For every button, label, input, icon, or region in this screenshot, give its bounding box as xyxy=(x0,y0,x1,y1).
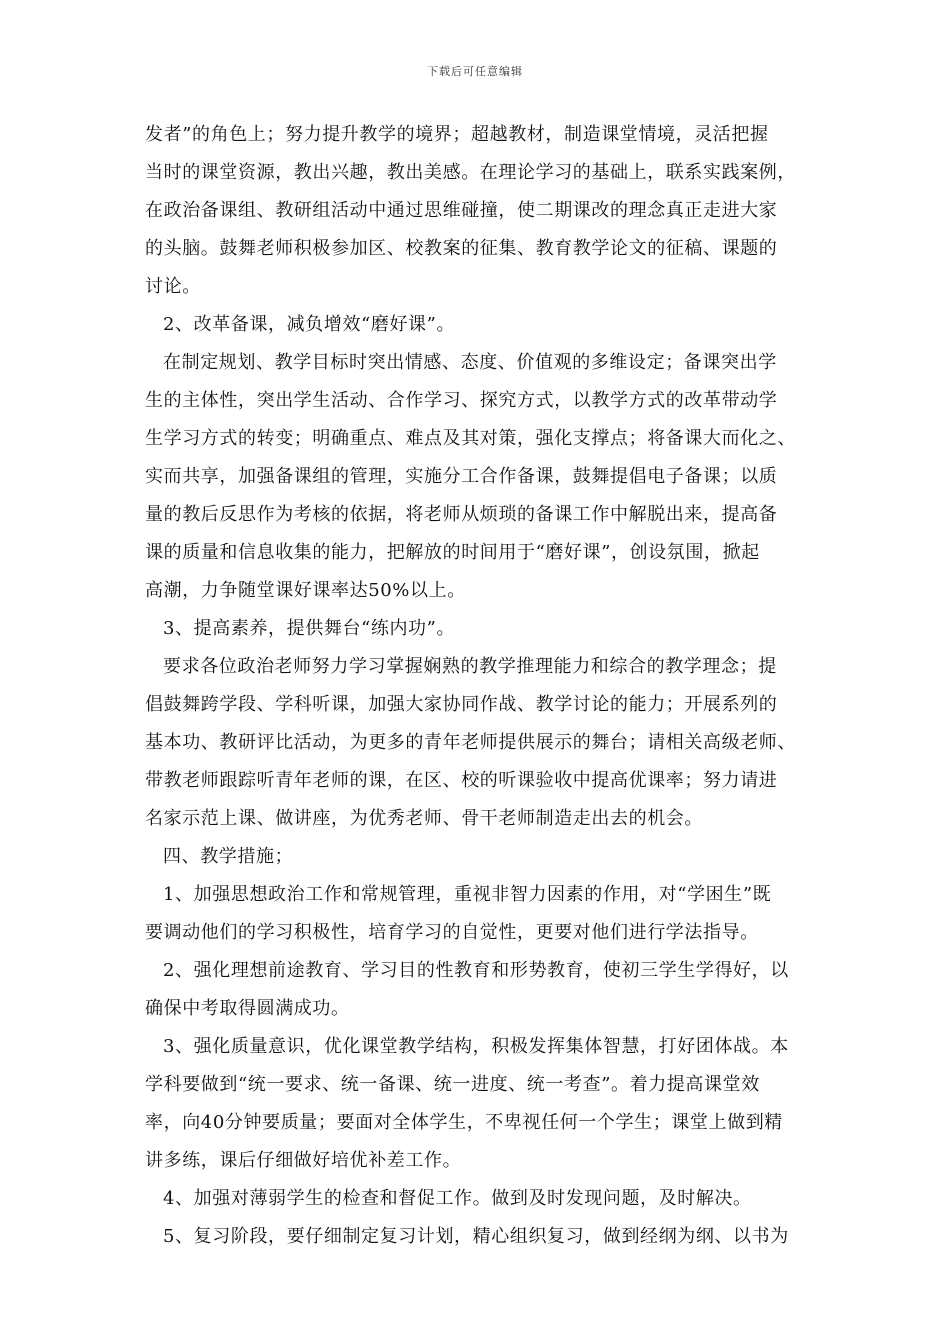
paragraph-lesson-prep xyxy=(145,344,825,610)
text-line: 量的教后反思作为考核的依据，将老师从烦琐的备课工作中解脱出来，提高备 xyxy=(145,504,778,525)
text-line: 率，向40分钟要质量；要面对全体学生，不卑视任何一个学生；课堂上做到精 xyxy=(145,1112,783,1133)
document-body xyxy=(145,116,825,1256)
text-line: 课的质量和信息收集的能力，把解放的时间用于“磨好课”，创设氛围，掀起 xyxy=(145,542,760,563)
text-line: 5、复习阶段，要仔细制定复习计划，精心组织复习，做到经纲为纲、以书为 xyxy=(163,1226,789,1247)
text-line: 在制定规划、教学目标时突出情感、态度、价值观的多维设定；备课突出学 xyxy=(163,352,777,373)
text-line: 确保中考取得圆满成功。 xyxy=(145,998,350,1019)
text-line: 倡鼓舞跨学段、学科听课，加强大家协同作战、教学讨论的能力；开展系列的 xyxy=(145,694,778,715)
text-line: 生学习方式的转变；明确重点、难点及其对策，强化支撑点；将备课大而化之、 xyxy=(145,428,796,449)
text-line: 讨论。 xyxy=(145,276,201,297)
paragraph-measure-5 xyxy=(145,1218,825,1256)
text-line: 2、强化理想前途教育、学习目的性教育和形势教育，使初三学生学得好，以 xyxy=(163,960,789,981)
text-line: 的头脑。鼓舞老师积极参加区、校教案的征集、教育教学论文的征稿、课题的 xyxy=(145,238,778,259)
text-line: 讲多练，课后仔细做好培优补差工作。 xyxy=(145,1150,462,1171)
paragraph-measure-3 xyxy=(145,1028,825,1180)
text-line: 要调动他们的学习积极性，培育学习的自觉性，更要对他们进行学法指导。 xyxy=(145,922,759,943)
section-heading: 3、提高素养，提供舞台“练内功”。 xyxy=(163,618,456,639)
paragraph-measure-1 xyxy=(145,876,825,952)
text-line: 高潮，力争随堂课好课率达50%以上。 xyxy=(145,580,466,601)
text-line: 3、强化质量意识，优化课堂教学结构，积极发挥集体智慧，打好团体战。本 xyxy=(163,1036,789,1057)
text-line: 生的主体性，突出学生活动、合作学习、探究方式，以教学方式的改革带动学 xyxy=(145,390,778,411)
page-header: 下载后可任意编辑 xyxy=(427,65,523,78)
paragraph-measure-4 xyxy=(145,1180,825,1218)
text-line: 发者”的角色上；努力提升教学的境界；超越教材，制造课堂情境，灵活把握 xyxy=(145,124,769,145)
heading-teaching-measures xyxy=(145,838,825,876)
text-line: 在政治备课组、教研组活动中通过思维碰撞，使二期课改的理念真正走进大家 xyxy=(145,200,778,221)
heading-reform-lesson-prep xyxy=(145,306,825,344)
text-line: 学科要做到“统一要求、统一备课、统一进度、统一考查”。着力提高课堂效 xyxy=(145,1074,760,1095)
paragraph-improve-quality xyxy=(145,648,825,838)
section-heading: 四、教学措施； xyxy=(163,846,294,867)
section-heading: 2、改革备课，减负增效“磨好课”。 xyxy=(163,314,456,335)
text-line: 4、加强对薄弱学生的检查和督促工作。做到及时发现问题，及时解决。 xyxy=(163,1188,752,1209)
text-line: 带教老师跟踪听青年老师的课，在区、校的听课验收中提高优课率；努力请进 xyxy=(145,770,778,791)
text-line: 1、加强思想政治工作和常规管理，重视非智力因素的作用，对“学困生”既 xyxy=(163,884,772,905)
paragraph-measure-2 xyxy=(145,952,825,1028)
text-line: 当时的课堂资源，教出兴趣，教出美感。在理论学习的基础上，联系实践案例， xyxy=(145,162,796,183)
heading-improve-quality xyxy=(145,610,825,648)
text-line: 要求各位政治老师努力学习掌握娴熟的教学推理能力和综合的教学理念；提 xyxy=(163,656,777,677)
text-line: 实而共享，加强备课组的管理，实施分工合作备课，鼓舞提倡电子备课；以质 xyxy=(145,466,778,487)
text-line: 名家示范上课、做讲座，为优秀老师、骨干老师制造走出去的机会。 xyxy=(145,808,703,829)
paragraph-role-and-teaching xyxy=(145,116,825,306)
text-line: 基本功、教研评比活动，为更多的青年老师提供展示的舞台；请相关高级老师、 xyxy=(145,732,796,753)
